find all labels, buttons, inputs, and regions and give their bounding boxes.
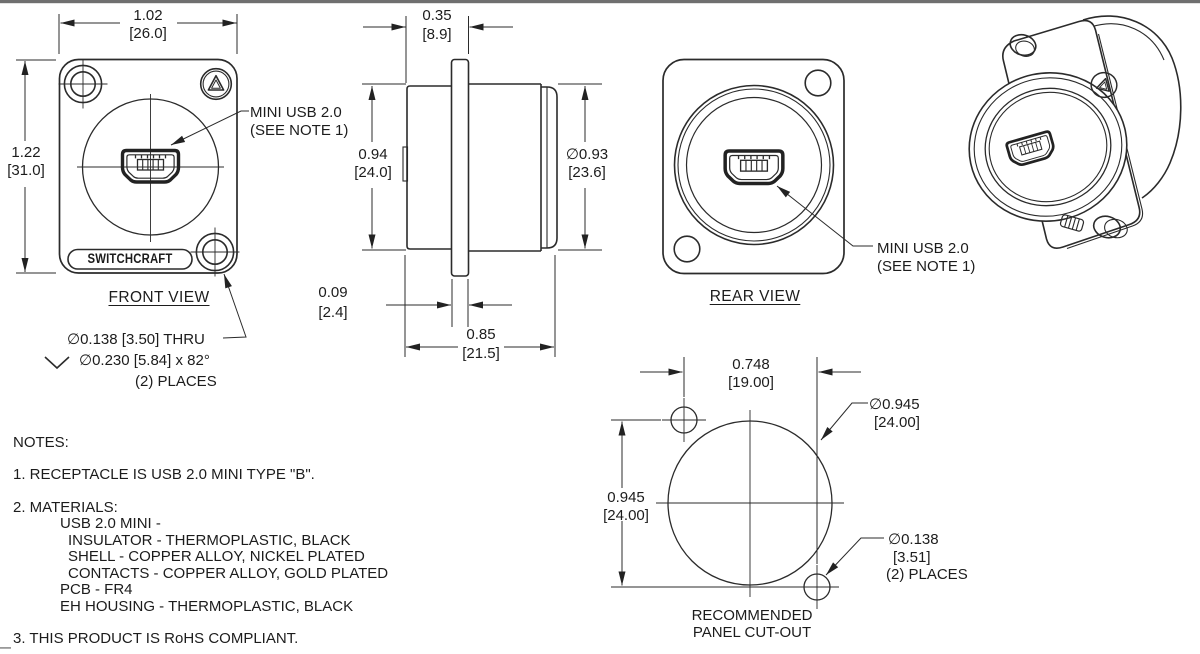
rear-usb-callout-line1: MINI USB 2.0 <box>877 240 969 257</box>
countersink-symbol-icon <box>45 357 69 368</box>
bottom-left-border-tick <box>0 647 11 649</box>
front-hole-note-line1: ∅0.138 [3.50] THRU <box>67 331 205 348</box>
front-usb-callout-line2: (SEE NOTE 1) <box>250 122 349 139</box>
note-2-sub1b: SHELL - COPPER ALLOY, NICKEL PLATED <box>68 548 365 565</box>
note-2-sub1: USB 2.0 MINI - <box>60 515 161 532</box>
top-border-bar <box>0 0 1200 3</box>
front-width-dim-mm: [26.0] <box>129 25 167 42</box>
side-height-dim-in: 0.94 <box>358 146 388 163</box>
front-mount-hole-bottom-right <box>191 228 240 277</box>
note-2-sub2: PCB - FR4 <box>60 581 133 598</box>
side-depth-dim-mm: [8.9] <box>422 26 452 43</box>
side-dia-dim-mm: [23.6] <box>568 164 606 181</box>
note-1: 1. RECEPTACLE IS USB 2.0 MINI TYPE "B". <box>13 466 315 483</box>
cutout-screw-hole-top-left <box>662 398 706 442</box>
front-height-dim-mm: [31.0] <box>7 162 45 179</box>
side-height-dim-mm: [24.0] <box>354 164 392 181</box>
cutout-main-dia-mm: [24.00] <box>874 414 920 431</box>
side-depth-dim-in: 0.35 <box>422 7 452 24</box>
note-2-sub1c: CONTACTS - COPPER ALLOY, GOLD PLATED <box>68 564 389 582</box>
note-2: 2. MATERIALS: <box>13 499 118 516</box>
panel-cutout-drawing <box>611 357 884 609</box>
front-width-dim-in: 1.02 <box>133 6 163 24</box>
cutout-screw-qty: (2) PLACES <box>886 566 968 583</box>
isometric-view-drawing <box>955 16 1180 248</box>
front-usb-callout-line1: MINI USB 2.0 <box>250 104 342 121</box>
mini-usb-receptacle-rear-icon <box>725 151 783 183</box>
front-mount-hole-top-left <box>59 60 108 109</box>
rear-mount-hole-bottom-left <box>674 236 700 262</box>
cutout-spacing-v-in: 0.945 <box>607 489 645 506</box>
front-height-dim-in: 1.22 <box>11 144 41 161</box>
cutout-main-dia-in: ∅0.945 <box>869 396 920 413</box>
notes-heading: NOTES: <box>13 434 69 451</box>
cutout-spacing-h-in: 0.748 <box>732 356 770 373</box>
side-length-dim-mm: [21.5] <box>462 345 500 362</box>
front-hole-note-line3: (2) PLACES <box>135 373 217 390</box>
note-2-sub3: EH HOUSING - THERMOPLASTIC, BLACK <box>60 597 354 615</box>
cutout-screw-dia-mm: [3.51] <box>893 549 931 566</box>
cutout-title-line2: PANEL CUT-OUT <box>692 624 812 641</box>
note-3: 3. THIS PRODUCT IS RoHS COMPLIANT. <box>13 630 299 647</box>
side-dia-dim-in: ∅0.93 <box>565 146 609 163</box>
front-view-title: FRONT VIEW <box>108 289 210 306</box>
switchcraft-triangle-logo-icon <box>201 69 232 100</box>
rear-view-drawing <box>663 60 873 274</box>
note-2-sub1a: INSULATOR - THERMOPLASTIC, BLACK <box>68 531 351 549</box>
side-length-dim-in: 0.85 <box>466 326 496 343</box>
cutout-spacing-h-mm: [19.00] <box>728 374 774 391</box>
side-flange-dim-in: 0.09 <box>318 284 348 301</box>
front-hole-note-line2: ∅0.230 [5.84] x 82° <box>79 352 210 369</box>
cutout-spacing-v-mm: [24.00] <box>603 507 649 524</box>
rear-usb-callout-line2: (SEE NOTE 1) <box>877 258 976 275</box>
rear-view-title: REAR VIEW <box>709 288 801 305</box>
cutout-title-line1: RECOMMENDED <box>691 607 813 624</box>
cutout-screw-dia-in: ∅0.138 <box>888 531 939 548</box>
side-flange-dim-mm: [2.4] <box>318 304 348 321</box>
side-view-drawing <box>362 16 602 357</box>
brand-wordmark: SWITCHCRAFT <box>87 251 173 266</box>
front-view-drawing <box>16 14 249 368</box>
rear-mount-hole-top-right <box>805 70 831 96</box>
